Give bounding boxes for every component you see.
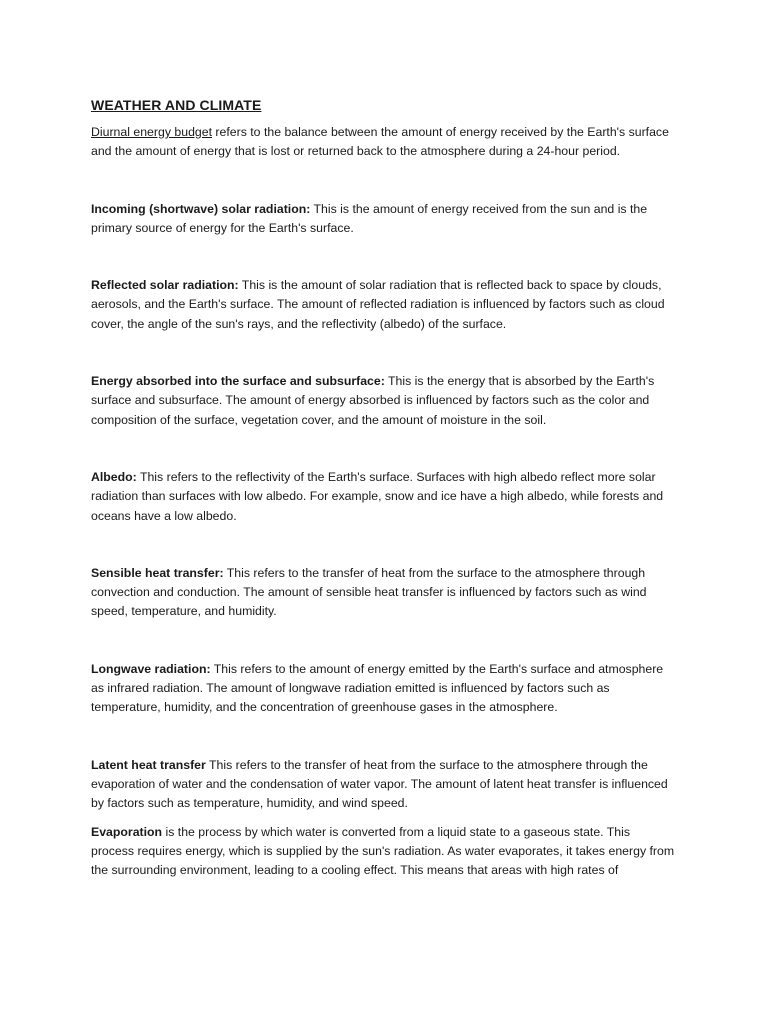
- term-diurnal-energy-budget: Diurnal energy budget: [91, 125, 212, 139]
- paragraph-energy-absorbed: [91, 372, 676, 430]
- definition-longwave-radiation: This refers to the amount of energy emitted by the Earth's surface and atmosphere as infrared radiation. The amount of longwave radiation emitted is influenced by factors such as temperature, humidity, and the concentration of greenhouse gases in the atmosphere.: [91, 661, 664, 715]
- paragraph-sensible-heat-transfer: [91, 564, 676, 622]
- definition-sensible-heat-transfer: This refers to the transfer of heat from the surface to the atmosphere through convection and conduction. The amount of sensible heat transfer is influenced by factors such as wind speed, temperature, and humidity.: [91, 565, 647, 619]
- term-albedo: Albedo:: [91, 469, 137, 484]
- paragraph-evaporation: [91, 823, 676, 881]
- definition-evaporation: is the process by which water is converted from a liquid state to a gaseous state. This process requires energy, which is supplied by the sun's radiation. As water evaporates, it takes energy from the surrounding environment, leading to a cooling effect. This means that areas with high rates of: [91, 824, 675, 878]
- term-incoming-solar-radiation: Incoming (shortwave) solar radiation:: [91, 201, 311, 216]
- definition-energy-absorbed: This is the energy that is absorbed by the Earth's surface and subsurface. The amount of energy absorbed is influenced by factors such as the color and composition of the surface, vegetation cover, and the amount of moisture in the soil.: [91, 374, 655, 427]
- paragraph-albedo: [91, 468, 676, 526]
- paragraph-longwave-radiation: [91, 660, 676, 718]
- definition-latent-heat-transfer: This refers to the transfer of heat from the surface to the atmosphere through the evaporation of water and the condensation of water vapor. The amount of latent heat transfer is influenced by factors such as temperature, humidity, and wind speed.: [91, 757, 668, 811]
- definition-reflected-solar-radiation: This is the amount of solar radiation that is reflected back to space by clouds, aerosols, and the Earth's surface. The amount of reflected radiation is influenced by factors such as cloud cover, the angle of the sun's rays, and the reflectivity (albedo) of the surface.: [91, 278, 665, 331]
- paragraph-diurnal-energy-budget: [91, 123, 676, 162]
- document-body: [91, 96, 676, 880]
- term-reflected-solar-radiation: Reflected solar radiation:: [91, 278, 239, 293]
- term-longwave-radiation: Longwave radiation:: [91, 661, 211, 676]
- document-title: WEATHER AND CLIMATE: [91, 97, 262, 113]
- paragraph-reflected-solar-radiation: [91, 276, 676, 334]
- definition-incoming-solar-radiation: This is the amount of energy received from the sun and is the primary source of energy for the Earth's surface.: [91, 201, 648, 235]
- term-latent-heat-transfer: Latent heat transfer: [91, 757, 206, 772]
- definition-albedo: This refers to the reflectivity of the Earth's surface. Surfaces with high albedo reflect more solar radiation than surfaces with low albedo. For example, snow and ice have a high albedo, while forests and oceans have a low albedo.: [91, 469, 664, 523]
- definition-diurnal-energy-budget: refers to the balance between the amount of energy received by the Earth's surface and the amount of energy that is lost or returned back to the atmosphere during a 24-hour period.: [91, 125, 669, 159]
- term-sensible-heat-transfer: Sensible heat transfer:: [91, 565, 224, 580]
- term-evaporation: Evaporation: [91, 824, 163, 839]
- term-energy-absorbed: Energy absorbed into the surface and subsurface:: [91, 374, 385, 389]
- paragraph-latent-heat-transfer: [91, 756, 676, 814]
- paragraph-incoming-solar-radiation: [91, 200, 676, 239]
